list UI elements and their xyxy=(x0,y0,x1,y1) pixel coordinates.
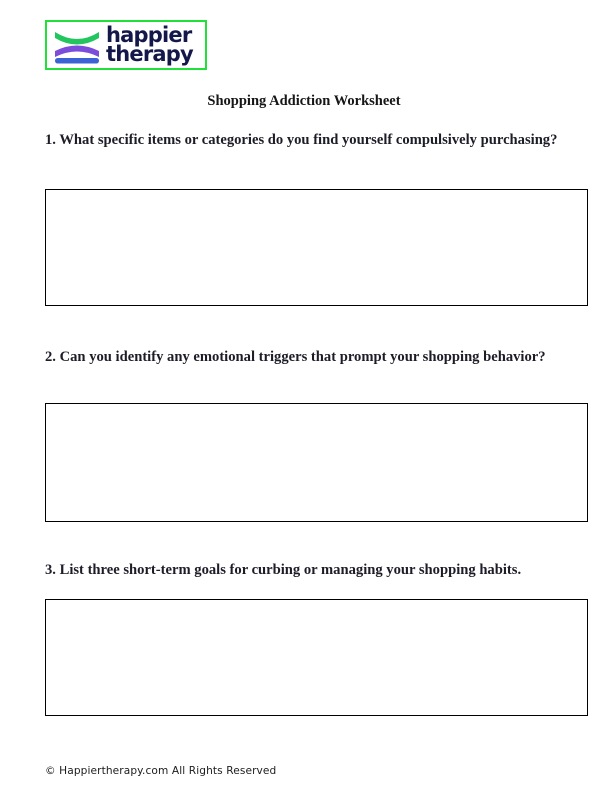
answer-box-1[interactable] xyxy=(45,189,588,306)
question-1-text: 1. What specific items or categories do you find yourself compulsively purchasing? xyxy=(45,132,558,148)
answer-box-2[interactable] xyxy=(45,403,588,522)
question-2-text: 2. Can you identify any emotional triggers that prompt your shopping behavior? xyxy=(45,349,546,365)
answer-box-3[interactable] xyxy=(45,599,588,716)
logo-wordmark-line1: happier xyxy=(106,22,192,47)
logo-bars-icon xyxy=(50,24,104,66)
logo-wordmark-line2: therapy xyxy=(106,42,193,66)
logo-wordmark xyxy=(104,22,201,66)
page-title: Shopping Addiction Worksheet xyxy=(207,93,401,109)
brand-logo xyxy=(45,20,207,70)
footer-copyright: © Happiertherapy.com All Rights Reserved xyxy=(45,765,277,777)
question-3-text: 3. List three short-term goals for curbing or managing your shopping habits. xyxy=(45,562,522,578)
